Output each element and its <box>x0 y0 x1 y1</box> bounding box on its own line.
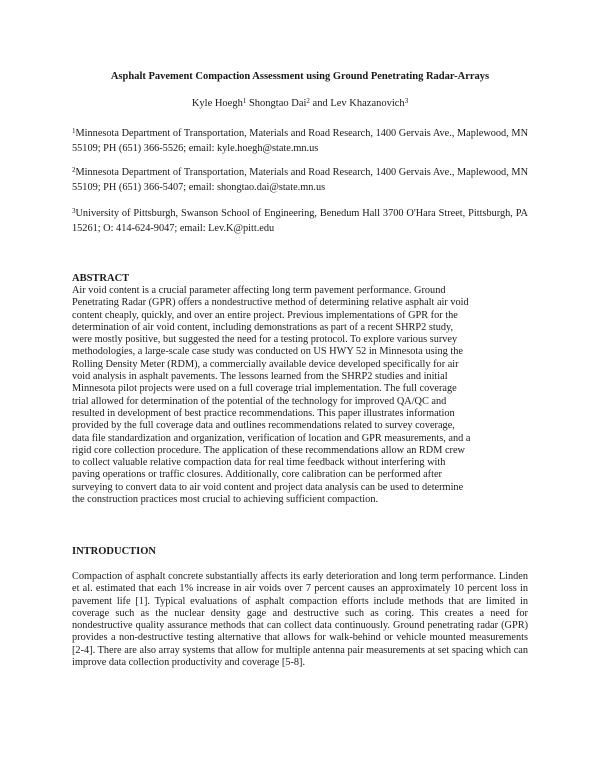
abstract-line: Penetrating Radar (GPR) offers a nondestructive method of determining relative asphalt air void <box>72 297 469 309</box>
abstract-line: data file standardization and organization, verification of location and GPR measurements, and a <box>72 432 471 444</box>
abstract-line: paving operations or traffic closures. Additionally, core calibration can be performed after <box>72 469 442 481</box>
abstract-line: void analysis in asphalt pavements. The lessons learned from the SHRP2 studies and initial <box>72 371 448 383</box>
abstract-body <box>72 285 528 506</box>
introduction-body: Compaction of asphalt concrete substantially affects its early deterioration and long term performance. Linden et al. estimated that each 1% increase in air voids over 7 percent causes an approximately 10 percent loss in pavement life [1]. Typical evaluations of asphalt compaction efforts include methods that are limited in coverage such as the nuclear density gage and destructive such as coring. This creates a need for nondestructive quality assurance methods that can collect data continuously. Ground penetrating radar (GPR) provides a non-destructive testing alternative that allows for walk-behind or vehicle mounted measurements [2-4]. There are also array systems that allow for multiple antenna pair measurements at set spacing which can improve data collection productivity and coverage [5-8]. <box>72 571 528 669</box>
paper-title: Asphalt Pavement Compaction Assessment using Ground Penetrating Radar-Arrays <box>110 71 490 82</box>
author-superscript: 1 <box>242 97 247 105</box>
affiliation-2 <box>72 165 528 195</box>
abstract-line: Minnesota pilot projects were used on a full coverage trial implementation. The full coverage <box>72 383 457 395</box>
affiliation-text: University of Pittsburgh, Swanson School of Engineering, Benedum Hall 3700 O'Hara Street, Pittsburgh, PA 15261; O: 414-624-9047; email: Lev.K@pitt.edu <box>72 208 528 234</box>
introduction-heading: INTRODUCTION <box>72 546 157 557</box>
abstract-line: content cheaply, quickly, and over an entire project. Previous implementations of GPR for the <box>72 309 458 321</box>
author-name: Lev Khazanovich <box>330 98 405 109</box>
affiliation-superscript: 1 <box>72 127 76 135</box>
affiliation-text: Minnesota Department of Transportation, Materials and Road Research, 1400 Gervais Ave., Maplewood, MN 55109; PH (651) 366-5407; email: shongtao.dai@state.mn.us <box>72 167 528 193</box>
abstract-line: resulted in development of best practice recommendations. This paper illustrates information <box>72 407 455 419</box>
abstract-line: rigid core collection procedure. The application of these recommendations allow an RDM crew <box>72 444 465 456</box>
abstract-line: determination of air void content, including demonstrations as part of a recent SHRP2 study, <box>72 321 454 333</box>
affiliation-superscript: 3 <box>72 207 76 215</box>
abstract-line: trial allowed for determination of the potential of the technology for improved QA/QC and <box>72 395 447 407</box>
affiliation-superscript: 2 <box>72 166 76 174</box>
author-superscript: 3 <box>404 97 409 105</box>
author-separator: and <box>309 98 331 109</box>
abstract-line: provided by the full coverage data and outlines recommendations related to survey coverage, <box>72 420 455 432</box>
author-superscript: 2 <box>306 97 310 105</box>
abstract-line: were mostly positive, but suggested the need for a testing protocol. To explore various survey <box>72 334 458 346</box>
abstract-heading: ABSTRACT <box>72 273 130 284</box>
abstract-line: methodologies, a large-scale case study was conducted on US HWY 52 in Minnesota using the <box>72 346 463 358</box>
author-line <box>72 97 528 111</box>
affiliation-1 <box>72 126 528 156</box>
author-name: Kyle Hoegh <box>191 98 243 109</box>
author-name: Shongtao Dai <box>248 98 307 109</box>
affiliation-3 <box>72 206 528 236</box>
abstract-line: surveying to convert data to air void content and project data analysis can be used to determine <box>72 481 464 493</box>
affiliation-text: Minnesota Department of Transportation, Materials and Road Research, 1400 Gervais Ave., Maplewood, MN 55109; PH (651) 366-5526; email: kyle.hoegh@state.mn.us <box>72 128 528 154</box>
abstract-line: the construction practices most crucial to achieving sufficient compaction. <box>72 494 379 506</box>
abstract-line: Air void content is a crucial parameter affecting long term pavement performance. Ground <box>72 285 446 296</box>
abstract-line: to collect valuable relative compaction data for real time feedback without interfering with <box>72 457 446 469</box>
abstract-line: Rolling Density Meter (RDM), a commercially available device developed specifically for air <box>72 358 459 370</box>
